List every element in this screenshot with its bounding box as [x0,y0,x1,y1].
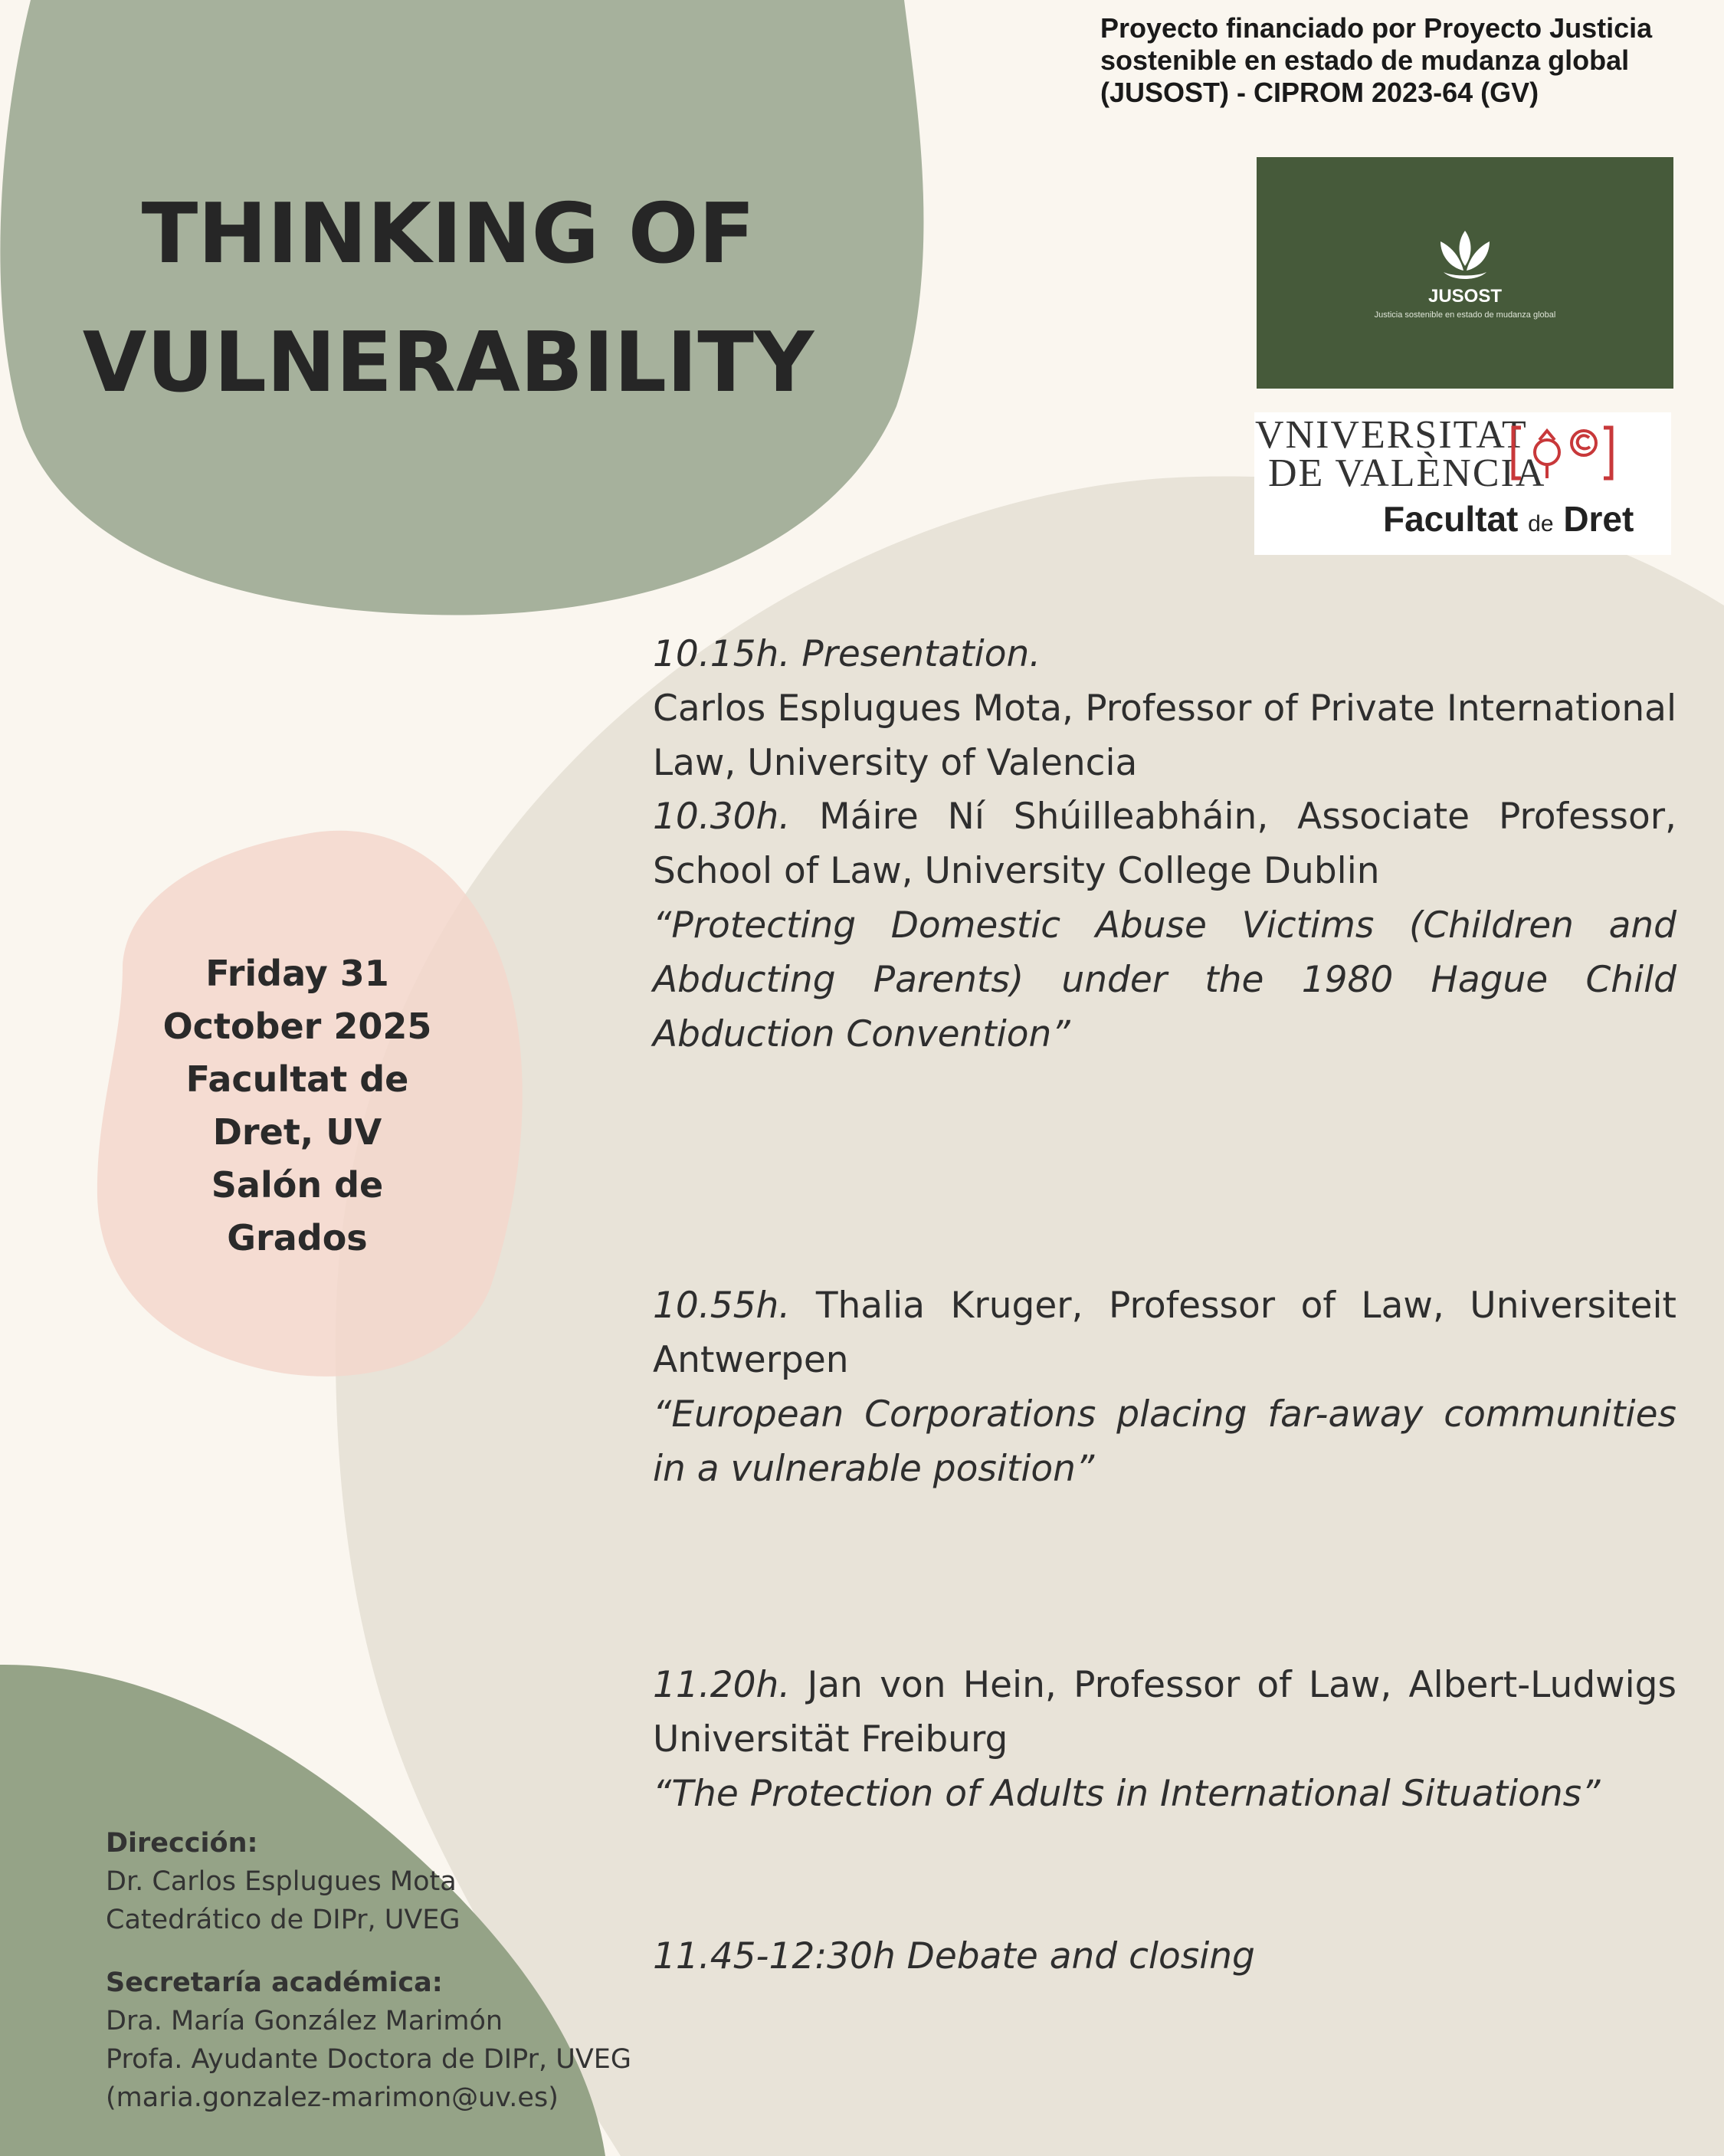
jusost-logo [1257,157,1673,389]
uv-faculty-logo [1254,412,1671,555]
event-line: October 2025 [162,1006,432,1047]
schedule-item [653,627,1676,790]
schedule-talk [653,1387,1676,1496]
schedule-item [653,789,1676,898]
schedule-talk-title: “The Protection of Adults in International Situations” [653,1773,1601,1815]
schedule-item [653,1278,1676,1387]
schedule-speaker: Thalia Kruger, Professor of Law, Universiteit Antwerpen [653,1285,1676,1381]
schedule-time: 10.30h. [653,796,791,838]
spacer [106,1939,642,1964]
uv-logo-faculty [1383,495,1634,548]
schedule-time: 10.15h. Presentation. [653,633,1041,675]
organisers [106,1824,642,2117]
uv-logo-line-2: DE VALÈNCIA [1268,451,1546,495]
direction-label: Dirección: [106,1828,258,1859]
faculty-word-2: de [1528,511,1554,537]
page-title [46,170,851,428]
title-line-1: THINKING OF [141,186,755,282]
event-date-venue [130,947,464,1265]
event-line: Salón de [211,1164,384,1206]
schedule-talk [653,1767,1676,1821]
funding-notice: Proyecto financiado por Proyecto Justicia sostenible en estado de mudanza global (JUSOST) - CIPROM 2023-64 (GV) [1100,12,1653,108]
schedule-talk-title: “European Corporations placing far-away communities in a vulnerable position” [653,1393,1676,1490]
event-line: Dret, UV [212,1111,382,1153]
title-line-2: VULNERABILITY [82,315,814,411]
direction-role: Catedrático de DIPr, UVEG [106,1905,460,1935]
schedule-speaker: Carlos Esplugues Mota, Professor of Private International Law, University of Valencia [653,687,1676,784]
schedule-time: 11.20h. [653,1664,791,1706]
uv-seal-icon [1507,417,1622,491]
faculty-word-1: Facultat [1383,499,1519,539]
schedule-speaker: Máire Ní Shúilleabháin, Associate Professor, School of Law, University College Dublin [653,796,1676,892]
schedule-closing: 11.45-12:30h Debate and closing [653,1935,1255,1977]
schedule-speaker: Jan von Hein, Professor of Law, Albert-Ludwigs Universität Freiburg [653,1664,1676,1761]
secretary-role: Profa. Ayudante Doctora de DIPr, UVEG [106,2044,632,2075]
jusost-logo-tagline: Justicia sostenible en estado de mudanza global [1374,310,1556,320]
secretary-name: Dra. María González Marimón [106,2006,503,2036]
leaf-icon [1434,228,1496,283]
faculty-word-3: Dret [1563,499,1634,539]
secretary-label: Secretaría académica: [106,1967,443,1998]
secretary-email: (maria.gonzalez-marimon@uv.es) [106,2082,559,2113]
schedule-talk [653,898,1676,1062]
uv-logo-line-1: VNIVERSITAT [1255,413,1528,457]
schedule-item [653,1929,1676,1984]
event-line: Facultat de [185,1058,409,1100]
jusost-logo-name: JUSOST [1427,286,1503,307]
schedule-talk-title: “Protecting Domestic Abuse Victims (Children and Abducting Parents) under the 1980 Hague Child Abduction Convention” [653,904,1676,1055]
schedule-time: 10.55h. [653,1285,791,1327]
direction-name: Dr. Carlos Esplugues Mota [106,1866,457,1897]
event-line: Grados [227,1217,368,1258]
event-line: Friday 31 [205,953,389,994]
schedule-item [653,1658,1676,1767]
